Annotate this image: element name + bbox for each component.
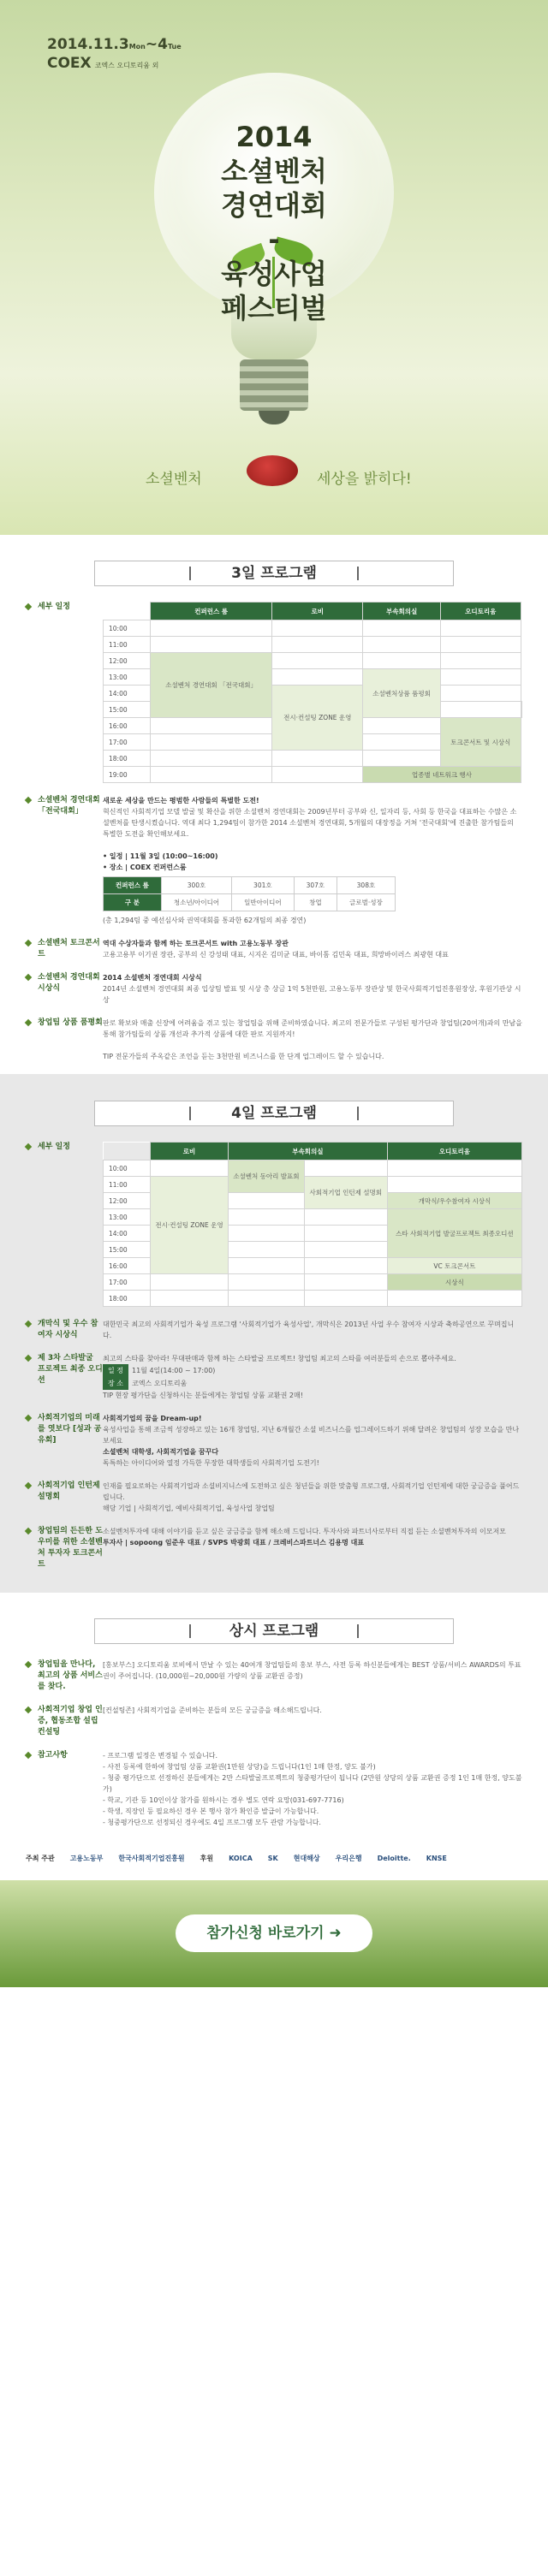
event-date: 2014.11.3Mon~4Tue bbox=[47, 36, 182, 53]
red-bean-icon bbox=[247, 455, 298, 486]
sponsor-logo: Deloitte. bbox=[377, 1855, 411, 1862]
day4-schedule-table: 로비 부속회의실 오디토리움 10:00 소셜벤처 동아리 발표회 11:00 전시·컨설팅 ZONE 운영 사회적기업 인턴제 설명회 12:00 개막식/우수참여자 시상식 13:00 스타 사회적기업 발굴프로젝트 최종오디션 14:00 15:00 16:00 VC 토크콘서트 17:00 시상식 18:00 bbox=[103, 1142, 522, 1307]
day4-club: 사회적기업의 미래를 엿보다 [성과 공유회] 사회적기업의 꿈을 Dream-up! 육성사업을 통해 조금씩 성장하고 있는 16개 창업팀, 지난 6개월간 소셜 비즈니스를 업그레이드하기 위해 달려온 창업팀의 성장 모습을 만나보세요 소셜벤처 대학생, 사회적기업을 꿈꾸다 독특하는 아이디어와 열정 가득한 무장한 대학생들의 사회적기업 도전기! bbox=[0, 1413, 548, 1469]
day3-schedule: 세부 일정 컨퍼런스 룸 로비 부속회의실 오디토리움 10:00 11:00 12:00 소셜벤처 경연대회 「전국대회」 13:00 소셜벤처상품 품평회 14:00 전시·컨설팅 ZONE 운영 15:00 16:00 토크콘서트 및 시상식 17:00 18:00 19:00 업종별 네트워크 행사 bbox=[0, 602, 548, 783]
bulb-tip bbox=[259, 411, 289, 424]
day4-star: 제 3차 스타발굴 프로젝트 최종 오디션 최고의 스타를 찾아라! 무대판매과 함께 하는 스타발굴 프로젝트! 창업팀 최고의 스타를 여러분들의 손으로 뽑아주세요. 일 정 11월 4일(14:00 ~ 17:00) 장 소 코엑스 오디토리움 TIP 현장 평가단을 신청하시는 분들에게는 창업팀 상품 교환권 2매! bbox=[0, 1353, 548, 1401]
sponsor-logo: 고용노동부 bbox=[69, 1855, 104, 1862]
hero-title: 2014 소셜벤처 경연대회 - 육성사업 페스티벌 bbox=[221, 121, 327, 324]
day3-schedule-table: 컨퍼런스 룸 로비 부속회의실 오디토리움 10:00 11:00 12:00 소셜벤처 경연대회 「전국대회」 13:00 소셜벤처상품 품평회 14:00 전시·컨설팅 ZONE 운영 15:00 16:00 토크콘서트 및 시상식 17:00 18:00 19:00 업종별 네트워크 행사 bbox=[103, 602, 522, 783]
sponsor-logo: 우리은행 bbox=[335, 1855, 362, 1862]
sponsor-bar: 주최 주관 고용노동부 한국사회적기업진흥원 후원 KOICA SK 현대해상 우리은행 Deloitte. KNSE bbox=[26, 1855, 447, 1862]
hero-banner bbox=[0, 0, 548, 535]
day3-award: 소셜벤처 경연대회 시상식 2014 소셜벤처 경연대회 시상식 2014년 소셜벤처 경연대회 최종 입상팀 발표 및 시상 총 상금 1억 5천만원, 고용노동부 장관상 및 한국사회적기업진흥원장상, 후원기관상 시상 bbox=[0, 972, 548, 1006]
sponsor-logo: SK bbox=[267, 1855, 278, 1862]
day4-band bbox=[0, 1074, 548, 1593]
day3-contest: 소셜벤처 경연대회 「전국대회」 새로운 세상을 만드는 평범한 사람들의 특별한 도전! 혁신적인 사회적기업 모델 발굴 및 확산을 위한 소셜벤처 경연대회는 2009년부터 공부와 신, 일자리 등, 사회 등 한국을 대표하는 수많은 소셜벤처를 탄생시켰습니다. 역대 최다 1,294팀이 참가한 2014 소셜벤처 경연대회, 5개월의 대장정을 거쳐 '전국대회'에 진출한 참가팀들의 특별한 도전을 확인해보세요. • 일정 | 11월 3일 (10:00~16:00) • 장소 | COEX 컨퍼런스룸 컨퍼런스 룸 300호 301호 307호 308호 구 분 청소년/아이디어 일반아이디어 창업 글로벌·성장 (총 1,294팀 중 예선심사와 권역대회를 통과한 62개팀의 최종 경연) bbox=[0, 795, 548, 926]
arrow-right-icon: ➜ bbox=[329, 1925, 342, 1942]
apply-button[interactable]: 참가신청 바로가기 ➜ bbox=[176, 1914, 372, 1952]
contest-room-table: 컨퍼런스 룸 300호 301호 307호 308호 구 분 청소년/아이디어 일반아이디어 창업 글로벌·성장 bbox=[103, 876, 396, 911]
sponsor-logo: 한국사회적기업진흥원 bbox=[118, 1855, 185, 1862]
sponsor-logo: KOICA bbox=[229, 1855, 253, 1862]
always-notice: 참고사항 - 프로그램 일정은 변경될 수 있습니다. - 사전 등록에 한하여 창업팀 상품 교환권(1만원 상당)을 드립니다(1인 1매 한정, 양도 불가) - 청중 평가단으로 선정하신 분들에게는 2만 스타발굴프로젝트의 청중평가단이 됩니다 (2만원 상당의 상품 교환권 증정 1인 1매 한정, 양도불가) - 학교, 기관 등 10인이상 참가를 원하시는 경우 별도 연락 요망(031-697-7716) - 학생, 직장인 등 필요하신 경우 본 행사 참가 확인증 발급이 가능합니다. - 청중평가단으로 선정되신 경우에도 4일 프로그램 모두 관람 가능합니다. bbox=[0, 1750, 548, 1828]
day3-title: 3일 프로그램 bbox=[94, 561, 454, 586]
day4-title: 4일 프로그램 bbox=[94, 1101, 454, 1126]
sponsor-logo: 현대해상 bbox=[293, 1855, 320, 1862]
day4-intern: 사회적기업 인턴제 설명회 인재를 필요로하는 사회적기업과 소셜비지니스에 도전하고 싶은 청년들을 위한 맞춤형 프로그램, 사회적기업 인턴제에 대한 궁금증을 풀어드립니다. 해당 기업 | 사회적기업, 예비사회적기업, 육성사업 창업팀 bbox=[0, 1481, 548, 1514]
always-consult: 사회적기업 창업 인증, 협동조합 설립 컨설팅 [컨설팅존] 사회적기업을 준비하는 분들의 모든 궁금증을 해소해드립니다. bbox=[0, 1705, 548, 1738]
footer-grass bbox=[0, 1880, 548, 1987]
event-venue: COEX 코엑스 오디토리움 외 bbox=[47, 55, 159, 72]
bulb-base bbox=[240, 359, 308, 411]
slogan-left: 소셜벤처 bbox=[146, 471, 202, 488]
day4-vc: 창업팀의 든든한 도우미를 위한 소셜벤처 투자자 토크콘서트 소셜벤처투자에 대해 이야기를 듣고 싶은 궁금증을 함께 해소해 드립니다. 투자사와 파트너사로부터 직접 듣는 소셜벤처투자의 이모저모 투자사 | sopoong 임준우 대표 / SVPS 박광회 대표 / 크레비스파트너스 김용명 대표 bbox=[0, 1526, 548, 1570]
day4-schedule: 세부 일정 로비 부속회의실 오디토리움 10:00 소셜벤처 동아리 발표회 11:00 전시·컨설팅 ZONE 운영 사회적기업 인턴제 설명회 12:00 개막식/우수참여자 시상식 13:00 스타 사회적기업 발굴프로젝트 최종오디션 14:00 15:00 16:00 VC 토크콘서트 17:00 시상식 18:00 bbox=[0, 1142, 548, 1307]
day4-opening: 개막식 및 우수 참여자 시상식 대한민국 최고의 사회적기업가 육성 프로그램 '사회적기업가 육성사업', 개막식은 2013년 사업 우수 참여자 시상과 축하공연으로 꾸며집니다. bbox=[0, 1319, 548, 1341]
always-title: 상시 프로그램 bbox=[94, 1618, 454, 1644]
day3-talk: 소셜벤처 토크콘서트 역대 수상자들과 함께 하는 토크콘서트 with 고용노동부 장관 고용고용부 이기권 장관, 공부의 신 강성태 대표, 시지온 김미균 대표, 바이톰 김민욱 대표, 희망바이러스 최광현 대표 bbox=[0, 938, 548, 960]
always-promo: 창업팀을 만나다, 최고의 상품 서비스를 찾다. [홍보부스] 오디토리움 로비에서 만날 수 있는 40여개 창업팀들의 홍보 부스, 사전 등록 하신분들에게는 BEST 상품/서비스 AWARDS의 투표권이 주어집니다. (10,000원~20,000원 가량의 상품 교환권 증정) bbox=[0, 1659, 548, 1693]
day3-product: 창업팀 상품 품평회 판로 확보와 매출 신장에 어려움을 겪고 있는 창업팀을 위해 준비하였습니다. 최고의 전문가들로 구성된 평가단과 창업팀(20여개)과의 만남을 통해 참가팀들의 상품 개선과 추가적 상품에 대한 판로 지원까지! TIP 전문가들의 주옥같은 조언을 듣는 3천만원 비즈니스를 한 단계 업그레이드 할 수 있습니다. bbox=[0, 1018, 548, 1062]
sponsor-logo: KNSE bbox=[426, 1855, 447, 1862]
slogan-right: 세상을 밝히다! bbox=[317, 471, 412, 488]
